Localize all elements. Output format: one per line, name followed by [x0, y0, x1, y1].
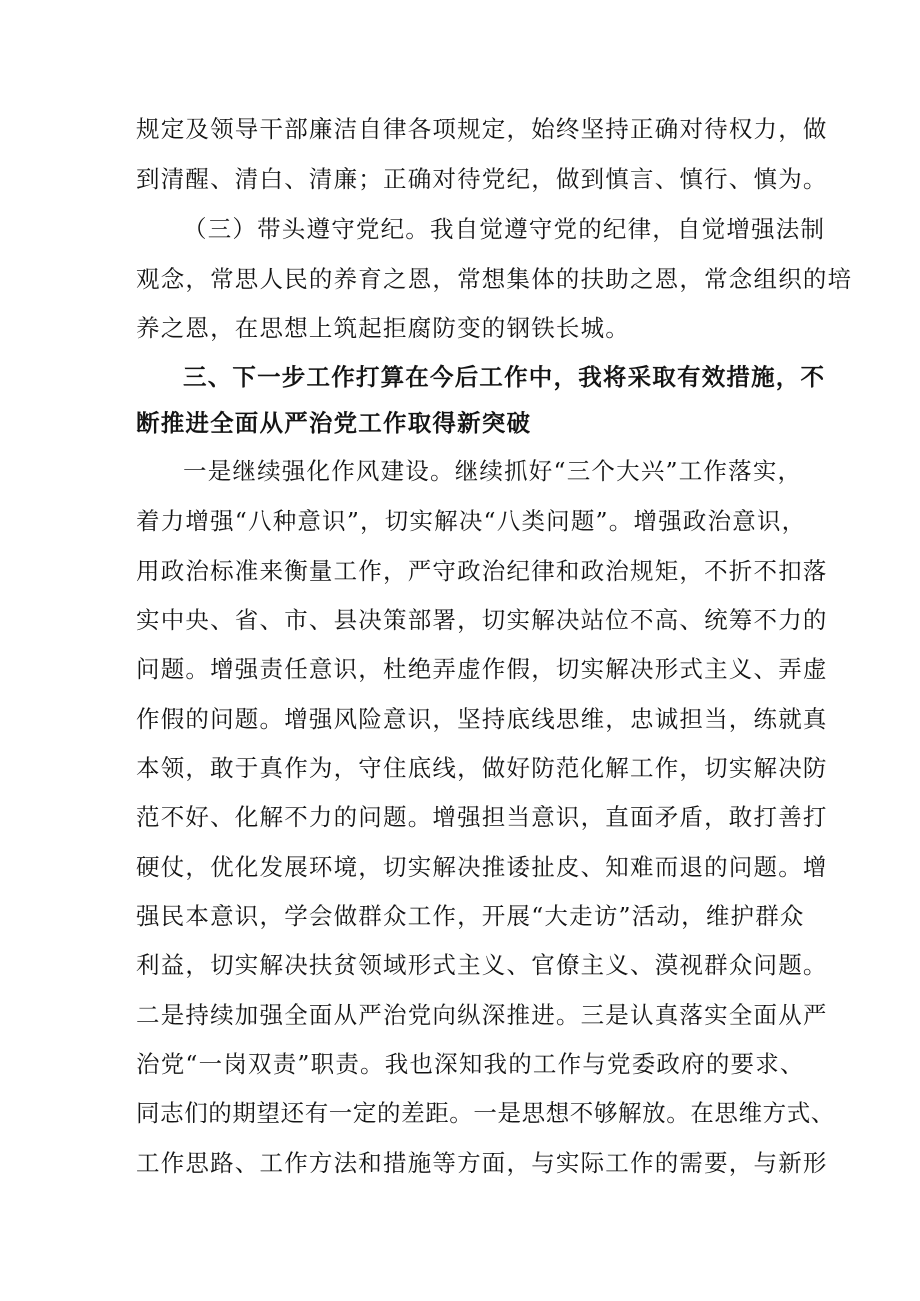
section-heading-continued: 断推进全面从严治党工作取得新突破: [136, 409, 532, 437]
paragraph-line: 同志们的期望还有一定的差距。一是思想不够解放。在思维方式、: [136, 1099, 835, 1127]
section-paragraph-start: （三）带头遵守党纪。我自觉遵守党的纪律，自觉增强法制: [183, 215, 826, 243]
paragraph-start: 一是继续强化作风建设。继续抓好“三个大兴”工作落实，: [183, 457, 803, 485]
paragraph-line: 利益，切实解决扶贫领域形式主义、官僚主义、漠视群众问题。: [136, 951, 828, 979]
paragraph-line: 硬仗，优化发展环境，切实解决推诿扯皮、知难而退的问题。增: [136, 853, 828, 881]
paragraph-line: 用政治标准来衡量工作，严守政治纪律和政治规矩，不折不扣落: [136, 557, 828, 585]
paragraph-line: 规定及领导干部廉洁自律各项规定，始终坚持正确对待权力，做: [136, 115, 828, 143]
paragraph-line: 治党“一岗双责”职责。我也深知我的工作与党委政府的要求、: [136, 1050, 805, 1078]
paragraph-line: 到清醒、清白、清廉；正确对待党纪，做到慎言、慎行、慎为。: [136, 165, 828, 193]
paragraph-line: 强民本意识，学会做群众工作，开展“大走访”活动，维护群众: [136, 902, 805, 930]
paragraph-line: 二是持续加强全面从严治党向纵深推进。三是认真落实全面从严: [136, 1001, 828, 1029]
paragraph-line: 范不好、化解不力的问题。增强担当意识，直面矛盾，敢打善打: [136, 803, 828, 831]
section-heading: 三、下一步工作打算在今后工作中，我将采取有效措施，不: [183, 363, 826, 391]
paragraph-line: 问题。增强责任意识，杜绝弄虚作假，切实解决形式主义、弄虚: [136, 655, 828, 683]
paragraph-line: 实中央、省、市、县决策部署，切实解决站位不高、统筹不力的: [136, 606, 828, 634]
paragraph-line: 养之恩，在思想上筑起拒腐防变的钢铁长城。: [136, 314, 630, 342]
paragraph-line: 本领，敢于真作为，守住底线，做好防范化解工作，切实解决防: [136, 754, 828, 782]
paragraph-line: 工作思路、工作方法和措施等方面，与实际工作的需要，与新形: [136, 1149, 828, 1177]
paragraph-line: 作假的问题。增强风险意识，坚持底线思维，忠诚担当，练就真: [136, 705, 828, 733]
paragraph-line: 观念，常思人民的养育之恩，常想集体的扶助之恩，常念组织的培: [136, 265, 853, 293]
paragraph-line: 着力增强“八种意识”，切实解决“八类问题”。增强政治意识，: [136, 507, 807, 535]
